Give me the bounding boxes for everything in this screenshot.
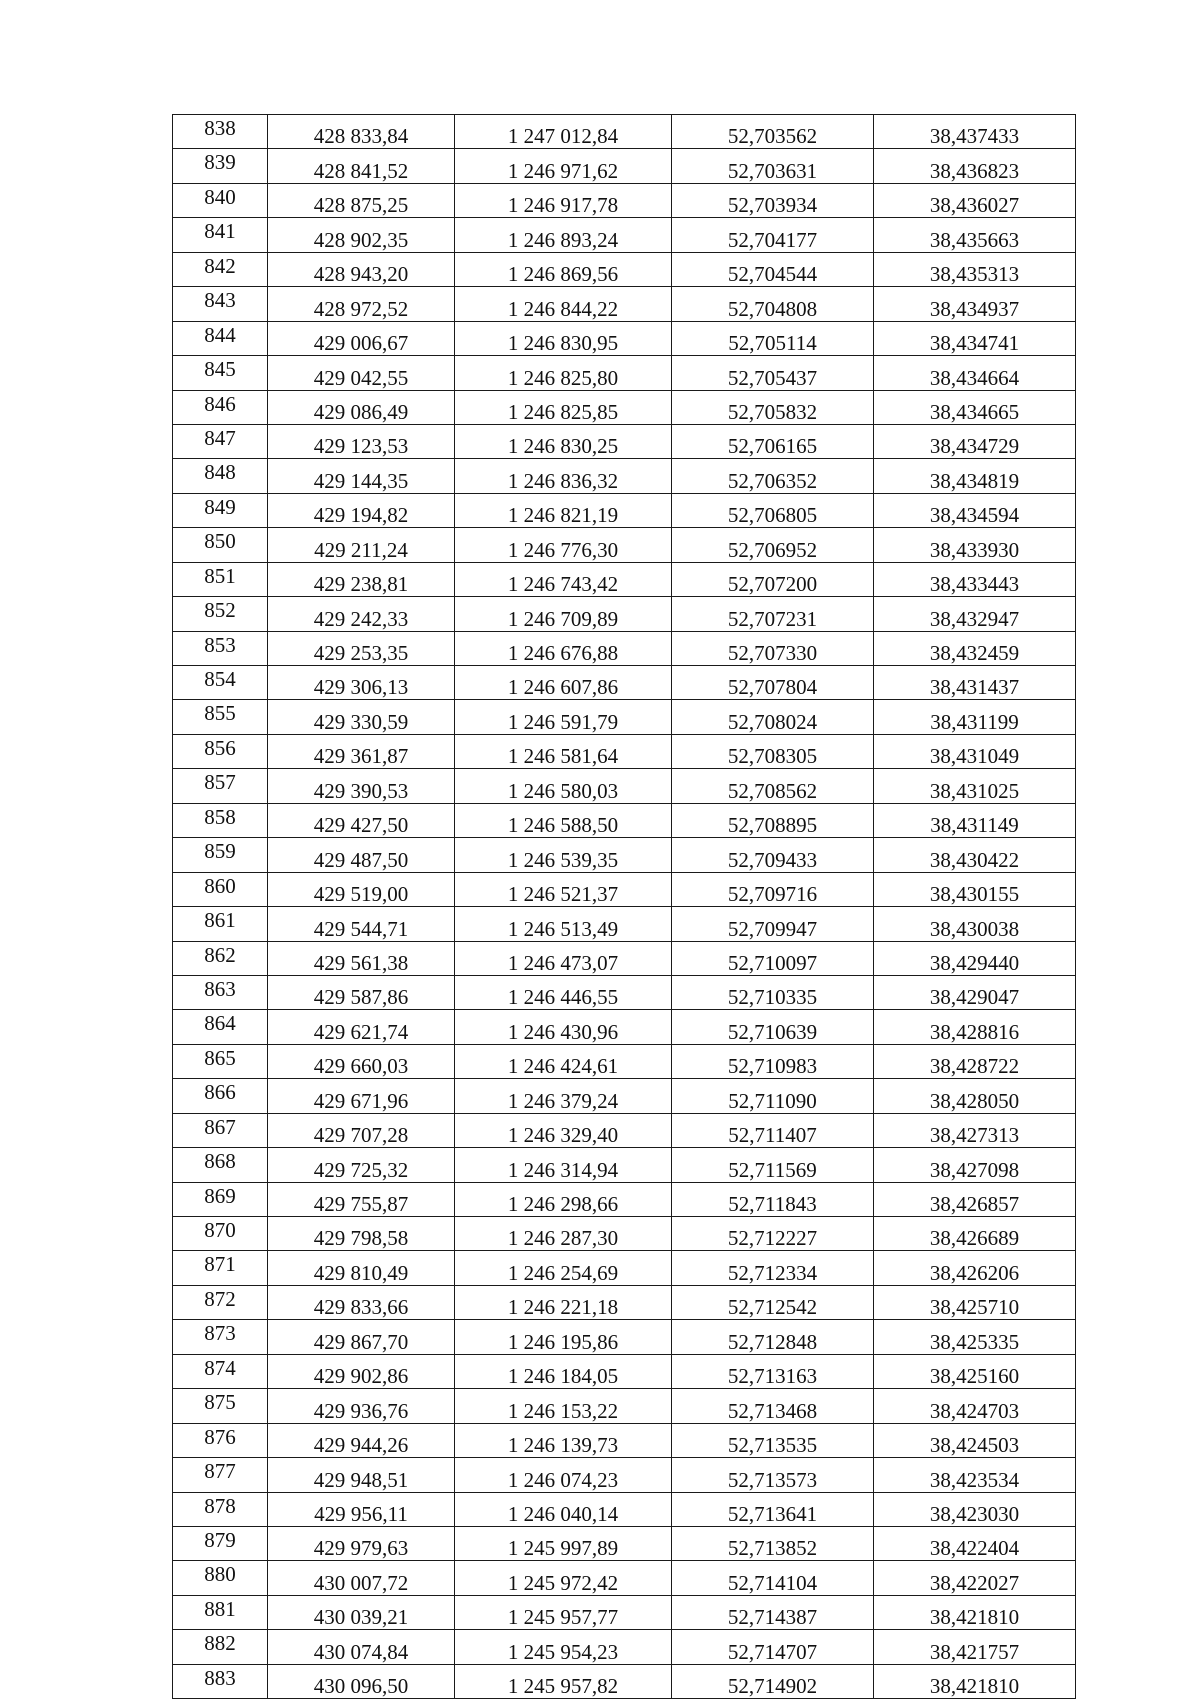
table-row bbox=[173, 356, 1076, 390]
point-number-cell: 882 bbox=[173, 1630, 268, 1664]
table-row bbox=[173, 1423, 1076, 1457]
point-number-cell: 869 bbox=[173, 1182, 268, 1216]
table-row bbox=[173, 1285, 1076, 1319]
y-coordinate-cell: 1 246 709,89 bbox=[455, 597, 672, 631]
latitude-cell: 52,713573 bbox=[672, 1458, 874, 1492]
point-number-cell: 848 bbox=[173, 459, 268, 493]
point-number-cell: 866 bbox=[173, 1079, 268, 1113]
table-row bbox=[173, 115, 1076, 149]
latitude-cell: 52,711090 bbox=[672, 1079, 874, 1113]
table-row bbox=[173, 1561, 1076, 1595]
y-coordinate-cell: 1 246 836,32 bbox=[455, 459, 672, 493]
coordinates-table-body bbox=[173, 115, 1076, 1699]
latitude-cell: 52,708024 bbox=[672, 700, 874, 734]
point-number-cell: 878 bbox=[173, 1492, 268, 1526]
latitude-cell: 52,708895 bbox=[672, 803, 874, 837]
table-row bbox=[173, 149, 1076, 183]
latitude-cell: 52,708562 bbox=[672, 769, 874, 803]
longitude-cell: 38,434729 bbox=[874, 424, 1076, 458]
y-coordinate-cell: 1 245 972,42 bbox=[455, 1561, 672, 1595]
point-number-cell: 856 bbox=[173, 734, 268, 768]
x-coordinate-cell: 429 544,71 bbox=[268, 907, 455, 941]
point-number-cell: 852 bbox=[173, 597, 268, 631]
table-row bbox=[173, 1526, 1076, 1560]
longitude-cell: 38,426206 bbox=[874, 1251, 1076, 1285]
latitude-cell: 52,713852 bbox=[672, 1526, 874, 1560]
table-row bbox=[173, 1182, 1076, 1216]
y-coordinate-cell: 1 246 254,69 bbox=[455, 1251, 672, 1285]
point-number-cell: 847 bbox=[173, 424, 268, 458]
point-number-cell: 864 bbox=[173, 1010, 268, 1044]
x-coordinate-cell: 429 330,59 bbox=[268, 700, 455, 734]
longitude-cell: 38,421810 bbox=[874, 1664, 1076, 1698]
longitude-cell: 38,432947 bbox=[874, 597, 1076, 631]
y-coordinate-cell: 1 246 844,22 bbox=[455, 287, 672, 321]
longitude-cell: 38,432459 bbox=[874, 631, 1076, 665]
y-coordinate-cell: 1 246 825,85 bbox=[455, 390, 672, 424]
longitude-cell: 38,434665 bbox=[874, 390, 1076, 424]
point-number-cell: 839 bbox=[173, 149, 268, 183]
longitude-cell: 38,437433 bbox=[874, 115, 1076, 149]
longitude-cell: 38,433443 bbox=[874, 562, 1076, 596]
x-coordinate-cell: 429 810,49 bbox=[268, 1251, 455, 1285]
x-coordinate-cell: 429 194,82 bbox=[268, 493, 455, 527]
latitude-cell: 52,704544 bbox=[672, 252, 874, 286]
y-coordinate-cell: 1 246 287,30 bbox=[455, 1217, 672, 1251]
x-coordinate-cell: 429 086,49 bbox=[268, 390, 455, 424]
longitude-cell: 38,427313 bbox=[874, 1113, 1076, 1147]
point-number-cell: 846 bbox=[173, 390, 268, 424]
x-coordinate-cell: 429 725,32 bbox=[268, 1148, 455, 1182]
y-coordinate-cell: 1 246 221,18 bbox=[455, 1285, 672, 1319]
y-coordinate-cell: 1 246 893,24 bbox=[455, 218, 672, 252]
longitude-cell: 38,426857 bbox=[874, 1182, 1076, 1216]
latitude-cell: 52,710335 bbox=[672, 975, 874, 1009]
latitude-cell: 52,703934 bbox=[672, 183, 874, 217]
latitude-cell: 52,712848 bbox=[672, 1320, 874, 1354]
longitude-cell: 38,430038 bbox=[874, 907, 1076, 941]
x-coordinate-cell: 429 238,81 bbox=[268, 562, 455, 596]
y-coordinate-cell: 1 246 588,50 bbox=[455, 803, 672, 837]
y-coordinate-cell: 1 246 424,61 bbox=[455, 1044, 672, 1078]
longitude-cell: 38,434819 bbox=[874, 459, 1076, 493]
table-row bbox=[173, 218, 1076, 252]
table-row bbox=[173, 1113, 1076, 1147]
y-coordinate-cell: 1 246 607,86 bbox=[455, 666, 672, 700]
longitude-cell: 38,422404 bbox=[874, 1526, 1076, 1560]
table-row bbox=[173, 1217, 1076, 1251]
y-coordinate-cell: 1 246 591,79 bbox=[455, 700, 672, 734]
longitude-cell: 38,430155 bbox=[874, 872, 1076, 906]
coordinates-table bbox=[172, 114, 1076, 1699]
y-coordinate-cell: 1 246 521,37 bbox=[455, 872, 672, 906]
table-row bbox=[173, 562, 1076, 596]
longitude-cell: 38,435313 bbox=[874, 252, 1076, 286]
x-coordinate-cell: 429 144,35 bbox=[268, 459, 455, 493]
x-coordinate-cell: 429 755,87 bbox=[268, 1182, 455, 1216]
y-coordinate-cell: 1 246 581,64 bbox=[455, 734, 672, 768]
point-number-cell: 881 bbox=[173, 1595, 268, 1629]
y-coordinate-cell: 1 246 830,95 bbox=[455, 321, 672, 355]
table-row bbox=[173, 666, 1076, 700]
x-coordinate-cell: 429 006,67 bbox=[268, 321, 455, 355]
point-number-cell: 860 bbox=[173, 872, 268, 906]
longitude-cell: 38,435663 bbox=[874, 218, 1076, 252]
y-coordinate-cell: 1 246 825,80 bbox=[455, 356, 672, 390]
y-coordinate-cell: 1 246 314,94 bbox=[455, 1148, 672, 1182]
table-row bbox=[173, 1595, 1076, 1629]
table-row bbox=[173, 1354, 1076, 1388]
longitude-cell: 38,434937 bbox=[874, 287, 1076, 321]
longitude-cell: 38,422027 bbox=[874, 1561, 1076, 1595]
point-number-cell: 840 bbox=[173, 183, 268, 217]
latitude-cell: 52,707231 bbox=[672, 597, 874, 631]
latitude-cell: 52,706165 bbox=[672, 424, 874, 458]
x-coordinate-cell: 428 943,20 bbox=[268, 252, 455, 286]
point-number-cell: 851 bbox=[173, 562, 268, 596]
point-number-cell: 872 bbox=[173, 1285, 268, 1319]
table-row bbox=[173, 700, 1076, 734]
table-row bbox=[173, 287, 1076, 321]
x-coordinate-cell: 429 902,86 bbox=[268, 1354, 455, 1388]
table-row bbox=[173, 390, 1076, 424]
point-number-cell: 883 bbox=[173, 1664, 268, 1698]
x-coordinate-cell: 429 979,63 bbox=[268, 1526, 455, 1560]
x-coordinate-cell: 429 707,28 bbox=[268, 1113, 455, 1147]
x-coordinate-cell: 429 867,70 bbox=[268, 1320, 455, 1354]
longitude-cell: 38,427098 bbox=[874, 1148, 1076, 1182]
table-row bbox=[173, 975, 1076, 1009]
x-coordinate-cell: 429 361,87 bbox=[268, 734, 455, 768]
x-coordinate-cell: 429 833,66 bbox=[268, 1285, 455, 1319]
x-coordinate-cell: 429 587,86 bbox=[268, 975, 455, 1009]
x-coordinate-cell: 429 936,76 bbox=[268, 1389, 455, 1423]
point-number-cell: 861 bbox=[173, 907, 268, 941]
latitude-cell: 52,712334 bbox=[672, 1251, 874, 1285]
x-coordinate-cell: 430 096,50 bbox=[268, 1664, 455, 1698]
point-number-cell: 873 bbox=[173, 1320, 268, 1354]
point-number-cell: 871 bbox=[173, 1251, 268, 1285]
point-number-cell: 876 bbox=[173, 1423, 268, 1457]
latitude-cell: 52,712227 bbox=[672, 1217, 874, 1251]
x-coordinate-cell: 429 948,51 bbox=[268, 1458, 455, 1492]
latitude-cell: 52,710097 bbox=[672, 941, 874, 975]
latitude-cell: 52,705437 bbox=[672, 356, 874, 390]
x-coordinate-cell: 429 211,24 bbox=[268, 528, 455, 562]
table-row bbox=[173, 321, 1076, 355]
y-coordinate-cell: 1 247 012,84 bbox=[455, 115, 672, 149]
latitude-cell: 52,714707 bbox=[672, 1630, 874, 1664]
longitude-cell: 38,431025 bbox=[874, 769, 1076, 803]
latitude-cell: 52,714387 bbox=[672, 1595, 874, 1629]
table-row bbox=[173, 252, 1076, 286]
y-coordinate-cell: 1 246 184,05 bbox=[455, 1354, 672, 1388]
longitude-cell: 38,434741 bbox=[874, 321, 1076, 355]
y-coordinate-cell: 1 246 298,66 bbox=[455, 1182, 672, 1216]
y-coordinate-cell: 1 246 821,19 bbox=[455, 493, 672, 527]
latitude-cell: 52,706805 bbox=[672, 493, 874, 527]
y-coordinate-cell: 1 246 139,73 bbox=[455, 1423, 672, 1457]
longitude-cell: 38,428050 bbox=[874, 1079, 1076, 1113]
x-coordinate-cell: 430 007,72 bbox=[268, 1561, 455, 1595]
table-row bbox=[173, 1630, 1076, 1664]
longitude-cell: 38,423030 bbox=[874, 1492, 1076, 1526]
y-coordinate-cell: 1 246 446,55 bbox=[455, 975, 672, 1009]
y-coordinate-cell: 1 246 379,24 bbox=[455, 1079, 672, 1113]
table-row bbox=[173, 1251, 1076, 1285]
table-row bbox=[173, 1664, 1076, 1698]
latitude-cell: 52,709947 bbox=[672, 907, 874, 941]
longitude-cell: 38,425335 bbox=[874, 1320, 1076, 1354]
longitude-cell: 38,424503 bbox=[874, 1423, 1076, 1457]
x-coordinate-cell: 429 660,03 bbox=[268, 1044, 455, 1078]
table-row bbox=[173, 803, 1076, 837]
longitude-cell: 38,431199 bbox=[874, 700, 1076, 734]
point-number-cell: 879 bbox=[173, 1526, 268, 1560]
table-row bbox=[173, 769, 1076, 803]
x-coordinate-cell: 428 841,52 bbox=[268, 149, 455, 183]
latitude-cell: 52,709716 bbox=[672, 872, 874, 906]
x-coordinate-cell: 429 306,13 bbox=[268, 666, 455, 700]
table-row bbox=[173, 941, 1076, 975]
point-number-cell: 849 bbox=[173, 493, 268, 527]
longitude-cell: 38,426689 bbox=[874, 1217, 1076, 1251]
table-row bbox=[173, 1148, 1076, 1182]
latitude-cell: 52,707330 bbox=[672, 631, 874, 665]
latitude-cell: 52,711407 bbox=[672, 1113, 874, 1147]
x-coordinate-cell: 429 956,11 bbox=[268, 1492, 455, 1526]
x-coordinate-cell: 429 561,38 bbox=[268, 941, 455, 975]
x-coordinate-cell: 428 875,25 bbox=[268, 183, 455, 217]
x-coordinate-cell: 429 123,53 bbox=[268, 424, 455, 458]
x-coordinate-cell: 429 390,53 bbox=[268, 769, 455, 803]
y-coordinate-cell: 1 246 776,30 bbox=[455, 528, 672, 562]
x-coordinate-cell: 429 621,74 bbox=[268, 1010, 455, 1044]
longitude-cell: 38,431149 bbox=[874, 803, 1076, 837]
longitude-cell: 38,436027 bbox=[874, 183, 1076, 217]
y-coordinate-cell: 1 246 676,88 bbox=[455, 631, 672, 665]
y-coordinate-cell: 1 246 074,23 bbox=[455, 1458, 672, 1492]
latitude-cell: 52,704177 bbox=[672, 218, 874, 252]
latitude-cell: 52,714104 bbox=[672, 1561, 874, 1595]
table-row bbox=[173, 1044, 1076, 1078]
longitude-cell: 38,434664 bbox=[874, 356, 1076, 390]
table-row bbox=[173, 1389, 1076, 1423]
point-number-cell: 874 bbox=[173, 1354, 268, 1388]
longitude-cell: 38,431437 bbox=[874, 666, 1076, 700]
point-number-cell: 859 bbox=[173, 838, 268, 872]
x-coordinate-cell: 428 833,84 bbox=[268, 115, 455, 149]
table-row bbox=[173, 1079, 1076, 1113]
x-coordinate-cell: 428 902,35 bbox=[268, 218, 455, 252]
y-coordinate-cell: 1 246 917,78 bbox=[455, 183, 672, 217]
latitude-cell: 52,710639 bbox=[672, 1010, 874, 1044]
y-coordinate-cell: 1 246 830,25 bbox=[455, 424, 672, 458]
table-row bbox=[173, 459, 1076, 493]
x-coordinate-cell: 429 944,26 bbox=[268, 1423, 455, 1457]
point-number-cell: 844 bbox=[173, 321, 268, 355]
x-coordinate-cell: 429 042,55 bbox=[268, 356, 455, 390]
longitude-cell: 38,428722 bbox=[874, 1044, 1076, 1078]
x-coordinate-cell: 429 253,35 bbox=[268, 631, 455, 665]
table-row bbox=[173, 631, 1076, 665]
latitude-cell: 52,704808 bbox=[672, 287, 874, 321]
point-number-cell: 857 bbox=[173, 769, 268, 803]
x-coordinate-cell: 428 972,52 bbox=[268, 287, 455, 321]
y-coordinate-cell: 1 246 040,14 bbox=[455, 1492, 672, 1526]
latitude-cell: 52,706352 bbox=[672, 459, 874, 493]
y-coordinate-cell: 1 246 971,62 bbox=[455, 149, 672, 183]
latitude-cell: 52,705832 bbox=[672, 390, 874, 424]
y-coordinate-cell: 1 246 430,96 bbox=[455, 1010, 672, 1044]
y-coordinate-cell: 1 246 473,07 bbox=[455, 941, 672, 975]
point-number-cell: 841 bbox=[173, 218, 268, 252]
point-number-cell: 838 bbox=[173, 115, 268, 149]
y-coordinate-cell: 1 246 195,86 bbox=[455, 1320, 672, 1354]
point-number-cell: 870 bbox=[173, 1217, 268, 1251]
table-row bbox=[173, 734, 1076, 768]
x-coordinate-cell: 429 798,58 bbox=[268, 1217, 455, 1251]
table-row bbox=[173, 1320, 1076, 1354]
x-coordinate-cell: 429 519,00 bbox=[268, 872, 455, 906]
table-row bbox=[173, 493, 1076, 527]
longitude-cell: 38,421810 bbox=[874, 1595, 1076, 1629]
y-coordinate-cell: 1 246 580,03 bbox=[455, 769, 672, 803]
latitude-cell: 52,706952 bbox=[672, 528, 874, 562]
latitude-cell: 52,713468 bbox=[672, 1389, 874, 1423]
point-number-cell: 867 bbox=[173, 1113, 268, 1147]
latitude-cell: 52,709433 bbox=[672, 838, 874, 872]
latitude-cell: 52,714902 bbox=[672, 1664, 874, 1698]
point-number-cell: 845 bbox=[173, 356, 268, 390]
longitude-cell: 38,434594 bbox=[874, 493, 1076, 527]
y-coordinate-cell: 1 246 743,42 bbox=[455, 562, 672, 596]
table-row bbox=[173, 424, 1076, 458]
table-row bbox=[173, 1492, 1076, 1526]
latitude-cell: 52,707200 bbox=[672, 562, 874, 596]
latitude-cell: 52,711569 bbox=[672, 1148, 874, 1182]
point-number-cell: 855 bbox=[173, 700, 268, 734]
point-number-cell: 865 bbox=[173, 1044, 268, 1078]
latitude-cell: 52,710983 bbox=[672, 1044, 874, 1078]
longitude-cell: 38,429047 bbox=[874, 975, 1076, 1009]
point-number-cell: 875 bbox=[173, 1389, 268, 1423]
point-number-cell: 877 bbox=[173, 1458, 268, 1492]
point-number-cell: 853 bbox=[173, 631, 268, 665]
table-row bbox=[173, 907, 1076, 941]
table-row bbox=[173, 183, 1076, 217]
point-number-cell: 863 bbox=[173, 975, 268, 1009]
latitude-cell: 52,713535 bbox=[672, 1423, 874, 1457]
longitude-cell: 38,428816 bbox=[874, 1010, 1076, 1044]
latitude-cell: 52,707804 bbox=[672, 666, 874, 700]
y-coordinate-cell: 1 245 997,89 bbox=[455, 1526, 672, 1560]
y-coordinate-cell: 1 245 957,77 bbox=[455, 1595, 672, 1629]
latitude-cell: 52,703631 bbox=[672, 149, 874, 183]
longitude-cell: 38,436823 bbox=[874, 149, 1076, 183]
point-number-cell: 868 bbox=[173, 1148, 268, 1182]
latitude-cell: 52,711843 bbox=[672, 1182, 874, 1216]
point-number-cell: 850 bbox=[173, 528, 268, 562]
point-number-cell: 858 bbox=[173, 803, 268, 837]
x-coordinate-cell: 430 039,21 bbox=[268, 1595, 455, 1629]
y-coordinate-cell: 1 246 869,56 bbox=[455, 252, 672, 286]
latitude-cell: 52,713641 bbox=[672, 1492, 874, 1526]
longitude-cell: 38,429440 bbox=[874, 941, 1076, 975]
y-coordinate-cell: 1 246 513,49 bbox=[455, 907, 672, 941]
latitude-cell: 52,712542 bbox=[672, 1285, 874, 1319]
table-row bbox=[173, 528, 1076, 562]
point-number-cell: 842 bbox=[173, 252, 268, 286]
latitude-cell: 52,713163 bbox=[672, 1354, 874, 1388]
longitude-cell: 38,421757 bbox=[874, 1630, 1076, 1664]
table-row bbox=[173, 597, 1076, 631]
x-coordinate-cell: 429 671,96 bbox=[268, 1079, 455, 1113]
table-row bbox=[173, 1010, 1076, 1044]
y-coordinate-cell: 1 245 957,82 bbox=[455, 1664, 672, 1698]
point-number-cell: 843 bbox=[173, 287, 268, 321]
y-coordinate-cell: 1 246 153,22 bbox=[455, 1389, 672, 1423]
longitude-cell: 38,424703 bbox=[874, 1389, 1076, 1423]
y-coordinate-cell: 1 246 539,35 bbox=[455, 838, 672, 872]
y-coordinate-cell: 1 245 954,23 bbox=[455, 1630, 672, 1664]
table-row bbox=[173, 872, 1076, 906]
latitude-cell: 52,708305 bbox=[672, 734, 874, 768]
table-row bbox=[173, 838, 1076, 872]
y-coordinate-cell: 1 246 329,40 bbox=[455, 1113, 672, 1147]
point-number-cell: 862 bbox=[173, 941, 268, 975]
longitude-cell: 38,425160 bbox=[874, 1354, 1076, 1388]
longitude-cell: 38,430422 bbox=[874, 838, 1076, 872]
longitude-cell: 38,431049 bbox=[874, 734, 1076, 768]
longitude-cell: 38,425710 bbox=[874, 1285, 1076, 1319]
x-coordinate-cell: 429 427,50 bbox=[268, 803, 455, 837]
point-number-cell: 880 bbox=[173, 1561, 268, 1595]
longitude-cell: 38,423534 bbox=[874, 1458, 1076, 1492]
latitude-cell: 52,703562 bbox=[672, 115, 874, 149]
x-coordinate-cell: 429 487,50 bbox=[268, 838, 455, 872]
x-coordinate-cell: 430 074,84 bbox=[268, 1630, 455, 1664]
point-number-cell: 854 bbox=[173, 666, 268, 700]
table-row bbox=[173, 1458, 1076, 1492]
x-coordinate-cell: 429 242,33 bbox=[268, 597, 455, 631]
latitude-cell: 52,705114 bbox=[672, 321, 874, 355]
longitude-cell: 38,433930 bbox=[874, 528, 1076, 562]
